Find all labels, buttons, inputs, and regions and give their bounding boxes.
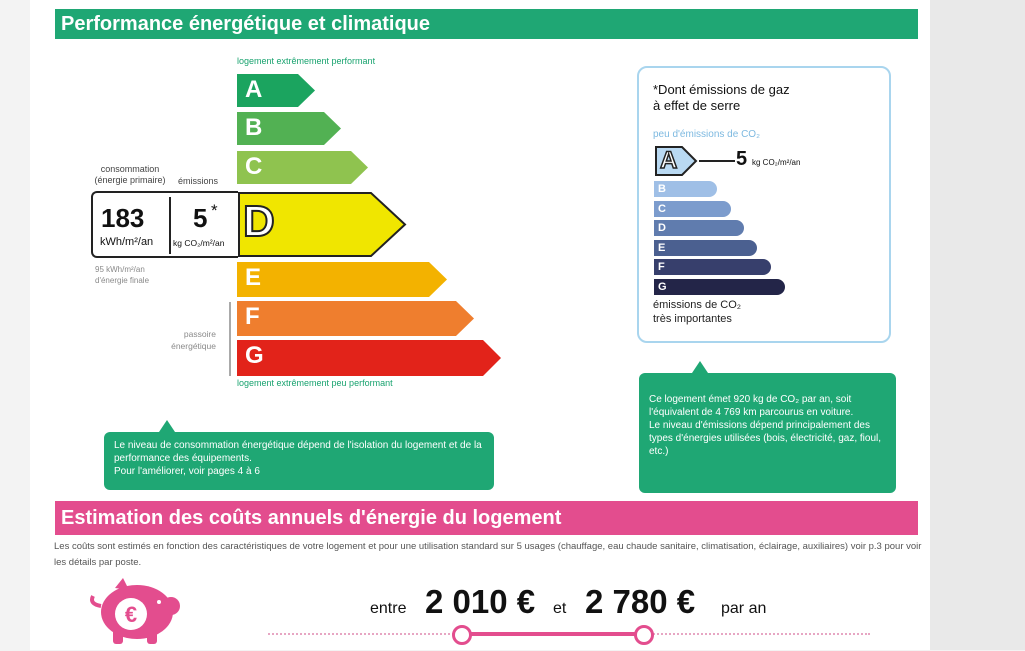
co2-info-text: Ce logement émet 920 kg de CO₂ par an, soit l'équivalent de 4 769 km parcourus en voiture. Le niveau d'émissions dépend principalement des types d'énergies utilisées (bois, électricité, gaz, fioul, etc.) [649, 394, 882, 457]
emissions-header: émissions [178, 176, 219, 186]
dpe-class-b-arrow [237, 112, 341, 145]
section-title-costs: Estimation des coûts annuels d'énergie du logement [55, 501, 918, 535]
dpe-class-label: D [243, 197, 275, 246]
energy-info-bubble: Le niveau de consommation énergétique dépend de l'isolation du logement et de la performance des équipements. Pour l'améliorer, voir pages 4 à 6 [104, 432, 494, 490]
dpe-class-g-arrow [237, 340, 501, 376]
consumption-value: 183 [101, 203, 145, 233]
cost-range-bar [461, 632, 643, 636]
cost-scale-left-dots [268, 633, 458, 635]
dpe-class-label: G [245, 342, 264, 369]
cost-range-low-knob [452, 625, 472, 645]
svg-text:€: € [124, 602, 138, 627]
cost-high-value: 2 780 € [585, 583, 696, 620]
ges-class-f-bar: F [654, 259, 771, 275]
cost-between-label: entre [370, 600, 407, 617]
dpe-class-f-arrow [237, 301, 474, 336]
cost-per-year-label: par an [721, 600, 767, 617]
dpe-class-c-arrow [237, 151, 368, 184]
section-title-performance: Performance énergétique et climatique [55, 9, 918, 39]
passoire-label: passoire énergétique [171, 329, 216, 351]
ges-top-caption: peu d'émissions de CO₂ [653, 129, 760, 140]
dpe-class-label: F [245, 303, 260, 330]
consumption-emissions-box [91, 191, 238, 258]
ges-class-d-bar: D [654, 220, 744, 236]
dpe-class-label: B [245, 114, 263, 141]
box-divider [169, 197, 171, 254]
ges-class-b-bar: B [654, 181, 717, 197]
emissions-unit: kg CO₂/m²/an [173, 238, 225, 248]
background-strip [930, 0, 1025, 650]
consumption-header: consommation (énergie primaire) [94, 164, 166, 185]
ges-value: 5 [736, 148, 748, 170]
ges-leader-line [699, 160, 735, 162]
ges-unit: kg CO₂/m²/an [752, 158, 801, 167]
ges-current-class: A [660, 147, 678, 174]
cost-scale-right-dots [650, 633, 870, 635]
ges-class-c-bar: C [654, 201, 731, 217]
dpe-class-label: A [245, 76, 263, 103]
costs-description: Les coûts sont estimés en fonction des caractéristiques de votre logement et pour une utilisation standard sur 5 usages (chauffage, eau chaude sanitaire, climatisation, éclairage, auxiliaires) voir p.3 pour voir les détails par poste. [54, 541, 922, 568]
ges-title: *Dont émissions de gaz à effet de serre [653, 82, 790, 113]
dpe-class-e-arrow [237, 262, 447, 297]
cost-low-value: 2 010 € [425, 583, 536, 620]
piggy-bank-euro-icon [85, 576, 183, 646]
top-caption: logement extrêmement performant [237, 56, 376, 66]
ges-class-g-bar: G [654, 279, 785, 295]
ges-current-marker [654, 145, 698, 177]
dpe-class-label: E [245, 264, 262, 291]
emissions-value: 5 [193, 203, 208, 233]
ges-class-e-bar: E [654, 240, 757, 256]
consumption-unit: kWh/m²/an [100, 236, 154, 248]
co2-info-bubble [639, 373, 896, 493]
emissions-star: * [211, 201, 218, 220]
dpe-class-label: C [245, 153, 263, 180]
final-energy-note: 95 kWh/m²/an d'énergie finale [95, 265, 150, 285]
cost-and-label: et [553, 600, 567, 617]
cost-range-high-knob [634, 625, 654, 645]
ges-bottom-caption: émissions de CO₂ très importantes [653, 299, 742, 325]
passoire-bracket [229, 302, 231, 376]
dpe-class-d-arrow [237, 191, 407, 258]
bottom-caption: logement extrêmement peu performant [237, 378, 393, 388]
dpe-class-a-arrow [237, 74, 315, 107]
